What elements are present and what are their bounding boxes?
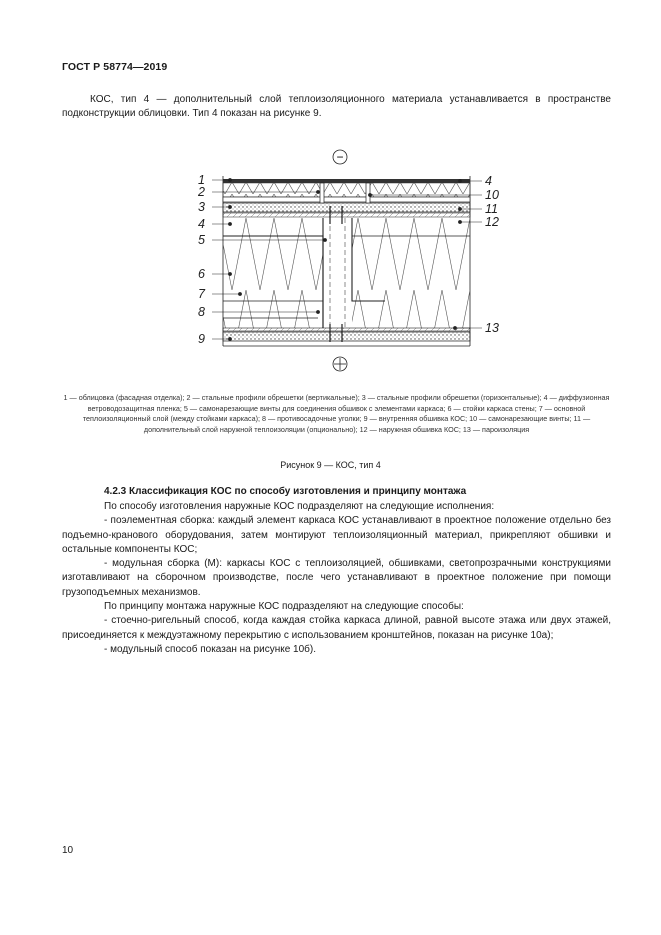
figure-legend bbox=[62, 393, 611, 435]
section-paragraph: - модульный способ показан на рисунке 10б). bbox=[104, 643, 317, 655]
svg-text:6: 6 bbox=[198, 267, 205, 281]
vertical-profile bbox=[320, 183, 324, 203]
screws bbox=[330, 206, 342, 342]
main-insulation-right bbox=[352, 218, 470, 328]
horizontal-profile bbox=[223, 197, 470, 202]
wind-membrane bbox=[223, 213, 470, 217]
section-body bbox=[62, 500, 611, 657]
vapour-barrier bbox=[223, 328, 470, 331]
section-paragraph: По принципу монтажа наружные КОС подразделяют на следующие способы: bbox=[104, 601, 464, 613]
legend-part-1: 1 — облицовка (фасадная отделка); 2 — стальные профили обрешетки (вертикальные); 3 — стальные профили обрешетки (горизонтальные); 4 — диффузионная ветроводозащитная пленка; 5 — самонарезающие винты для соединения обшивок с элементами каркаса; 6 — стойки каркаса стены; 7 — основной теплоизоляционный слой (между стойками каркаса); bbox=[63, 393, 610, 424]
svg-text:7: 7 bbox=[198, 287, 205, 301]
svg-text:13: 13 bbox=[485, 321, 499, 335]
svg-text:11: 11 bbox=[485, 202, 498, 216]
svg-text:2: 2 bbox=[198, 185, 205, 199]
section-paragraph: По способу изготовления наружные КОС подразделяют на следующие исполнения: bbox=[104, 501, 495, 512]
svg-text:10: 10 bbox=[485, 188, 499, 202]
svg-text:4: 4 bbox=[198, 217, 205, 231]
svg-text:4: 4 bbox=[485, 174, 492, 188]
facade-cladding bbox=[223, 179, 470, 183]
inside-marker bbox=[333, 357, 347, 371]
svg-text:−: − bbox=[336, 150, 344, 164]
section-title: 4.2.3 Классификация КОС по способу изготовления и принципу монтажа bbox=[104, 486, 467, 497]
svg-text:8: 8 bbox=[198, 305, 205, 319]
svg-text:3: 3 bbox=[198, 200, 205, 214]
legend-part-2: 8 — противосадочные уголки; 9 — внутренняя обшивка КОС; 10 — самонарезающие винты; 11 — дополнительный слой наружной теплоизоляции (опционально); 12 — наружная обшивка КОС; 13 — пароизоляция bbox=[143, 414, 591, 434]
left-labels bbox=[197, 173, 206, 346]
frame-stud-web bbox=[330, 218, 345, 328]
right-labels bbox=[485, 174, 499, 335]
internal-sheathing bbox=[223, 332, 470, 341]
wall-section-figure bbox=[190, 146, 510, 372]
main-insulation-left bbox=[223, 218, 323, 328]
section-paragraph: - модульная сборка (М): каркасы КОС с теплоизоляцией, обшивками, светопрозрачными конструкциями изготавливают на сборочном производстве, после чего устанавливают в проектное положение при помощи грузоподъемных механизмов. bbox=[62, 558, 611, 598]
intro-paragraph: КОС, тип 4 — дополнительный слой теплоизоляционного материала устанавливается в пространстве подконструкции облицовки. Тип 4 показан на рисунке 9. bbox=[62, 94, 611, 119]
document-header: ГОСТ Р 58774—2019 bbox=[62, 61, 168, 73]
external-sheathing bbox=[223, 203, 470, 212]
outside-marker bbox=[333, 150, 347, 164]
svg-text:12: 12 bbox=[485, 215, 499, 229]
section-paragraph: - стоечно-ригельный способ, когда каждая стойка каркаса длиной, равной высоте этажа или двух этажей, присоединяется к междуэтажному перекрытию с использованием кронштейнов, показан на рисунке 10а); bbox=[62, 615, 611, 641]
svg-text:9: 9 bbox=[198, 332, 205, 346]
vertical-profile-2 bbox=[366, 183, 370, 203]
page-number: 10 bbox=[62, 845, 74, 856]
section-paragraph: - поэлементная сборка: каждый элемент каркаса КОС устанавливают в проектное положение отдельно без подъемно-кранового оборудования, затем монтируют теплоизоляционный материал, прикрепляют обшивки и остальные компоненты КОС; bbox=[62, 515, 611, 555]
figure-caption: Рисунок 9 — КОС, тип 4 bbox=[280, 460, 381, 470]
svg-text:5: 5 bbox=[198, 233, 205, 247]
svg-text:1: 1 bbox=[198, 173, 205, 187]
